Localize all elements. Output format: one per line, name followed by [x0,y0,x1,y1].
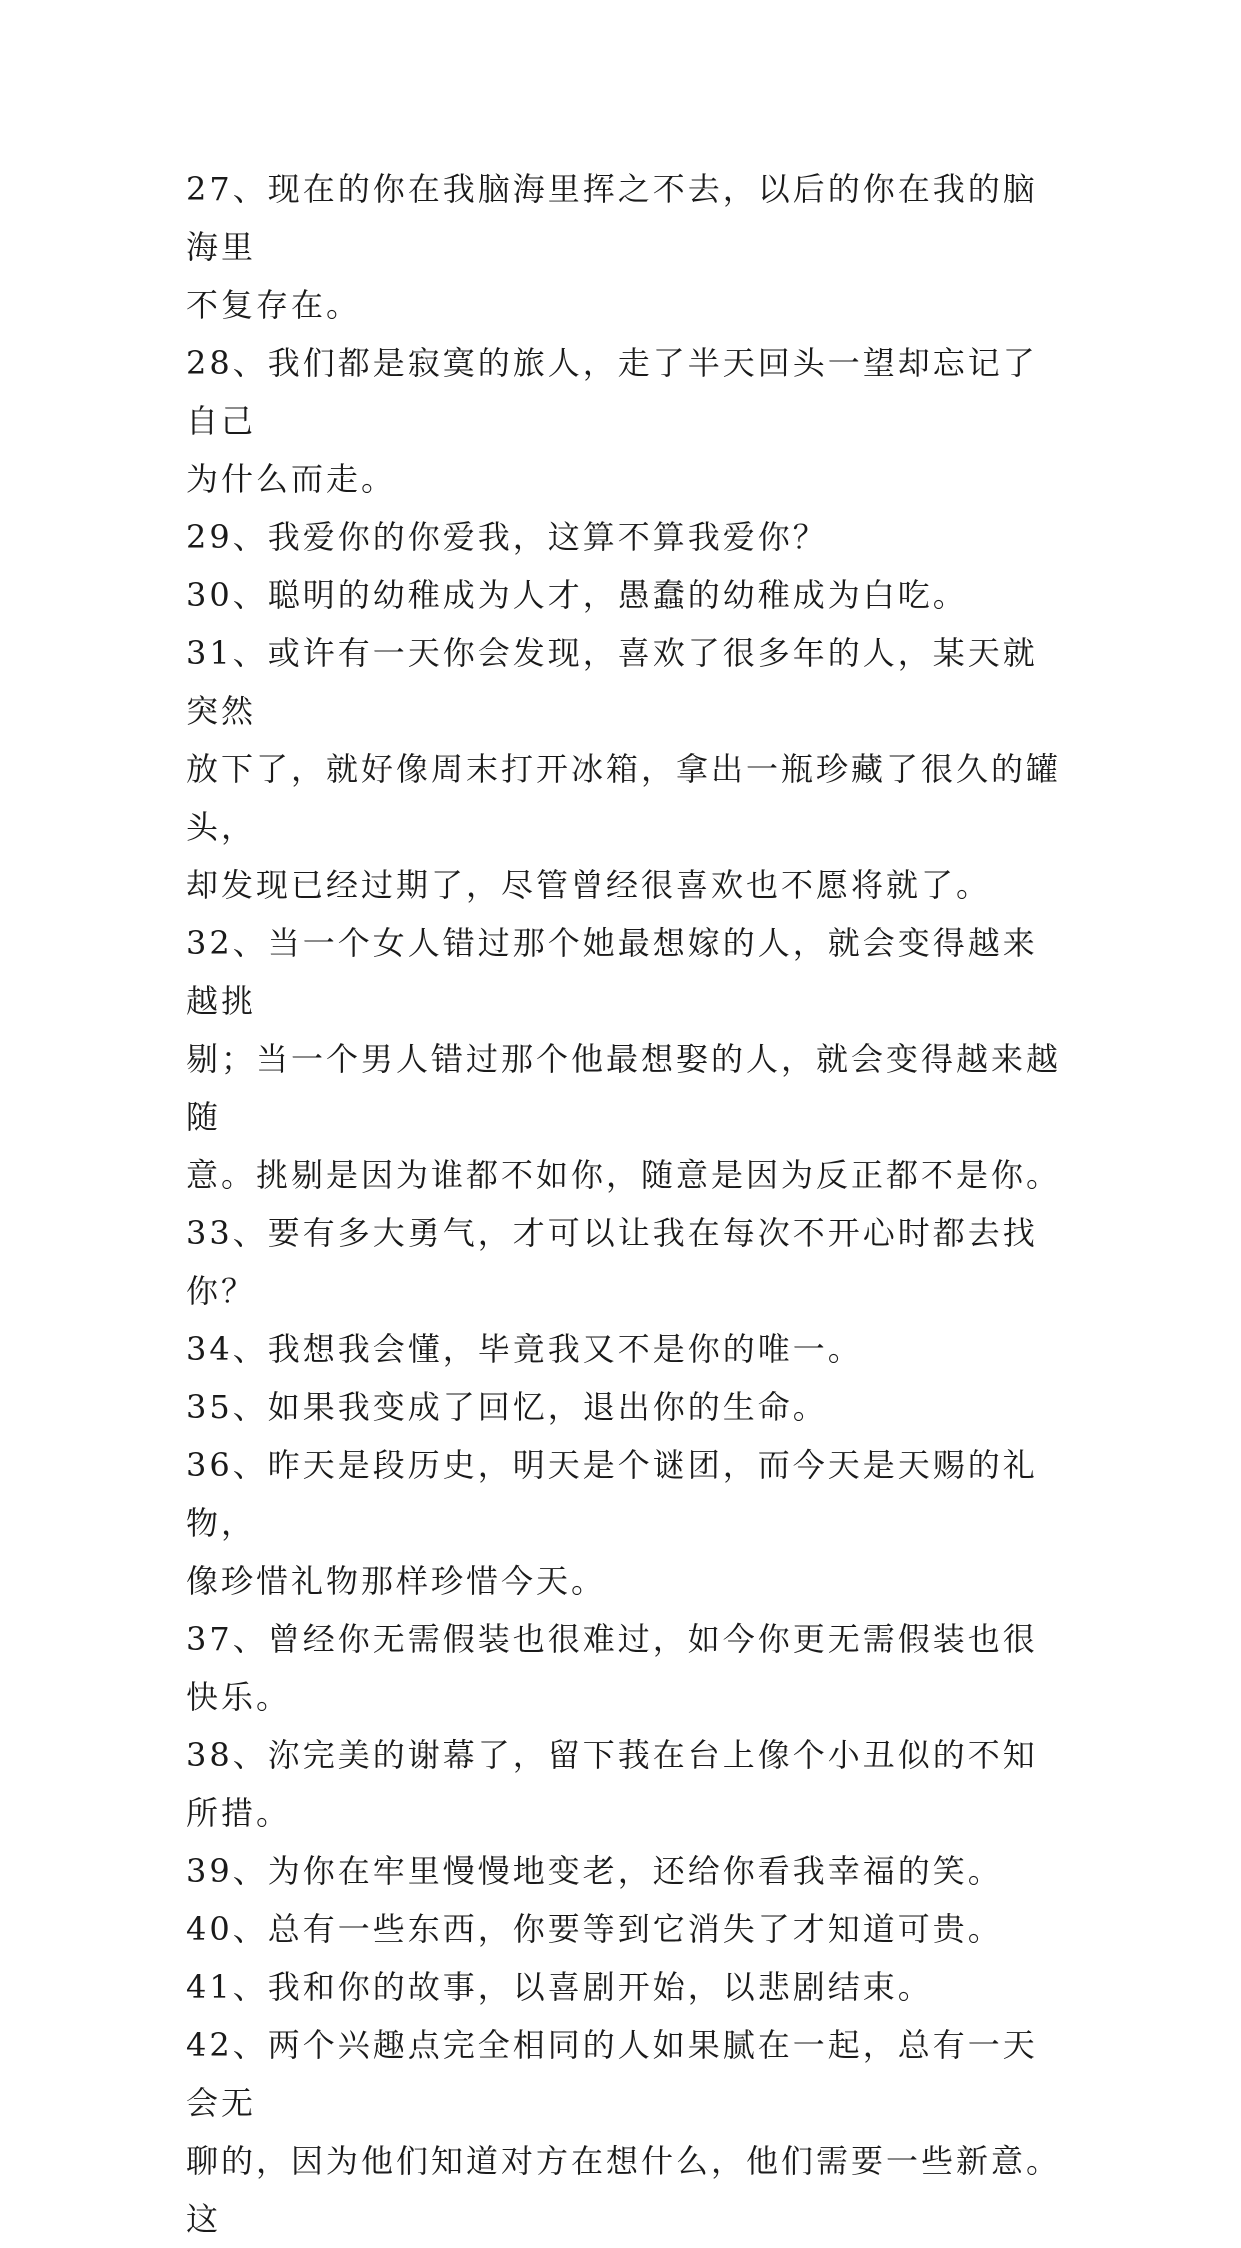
text-line: 29、我爱你的你爱我，这算不算我爱你？ [186,518,828,556]
text-line: 32、当一个女人错过那个她最想嫁的人，就会变得越来越挑 [186,924,1038,1020]
text-line: 为什么而走。 [186,460,397,498]
text-line: 聊的，因为他们知道对方在想什么，他们需要一些新意。这 [186,2142,1062,2238]
text-line: 31、或许有一天你会发现，喜欢了很多年的人，某天就突然 [186,634,1038,730]
text-line: 30、聪明的幼稚成为人才，愚蠢的幼稚成为白吃。 [186,576,968,614]
text-line: 35、如果我变成了回忆，退出你的生命。 [186,1388,828,1426]
text-line: 27、现在的你在我脑海里挥之不去，以后的你在我的脑海里 [186,170,1038,266]
text-line: 像珍惜礼物那样珍惜今天。 [186,1562,607,1600]
text-line: 40、总有一些东西，你要等到它消失了才知道可贵。 [186,1910,1003,1948]
text-line: 36、昨天是段历史，明天是个谜团，而今天是天赐的礼物， [186,1446,1038,1542]
text-line: 放下了，就好像周末打开冰箱，拿出一瓶珍藏了很久的罐头， [186,750,1062,846]
text-line: 37、曾经你无需假装也很难过，如今你更无需假装也很快乐。 [186,1620,1038,1716]
text-line: 28、我们都是寂寞的旅人，走了半天回头一望却忘记了自己 [186,344,1038,440]
text-line: 却发现已经过期了，尽管曾经很喜欢也不愿将就了。 [186,866,992,904]
text-line: 38、沵完美的谢幕了，留下莪在台上像个小丑似的不知所措。 [186,1736,1038,1832]
document-body [186,160,1066,2248]
text-line: 33、要有多大勇气，才可以让我在每次不开心时都去找你？ [186,1214,1038,1310]
text-line: 不复存在。 [186,286,362,324]
text-line: 剔；当一个男人错过那个他最想娶的人，就会变得越来越随 [186,1040,1062,1136]
text-line: 意。挑剔是因为谁都不如你，随意是因为反正都不是你。 [186,1156,1062,1194]
text-line: 41、我和你的故事，以喜剧开始，以悲剧结束。 [186,1968,933,2006]
text-line: 39、为你在牢里慢慢地变老，还给你看我幸福的笑。 [186,1852,1003,1890]
text-line: 42、两个兴趣点完全相同的人如果腻在一起，总有一天会无 [186,2026,1038,2122]
text-line: 34、我想我会懂，毕竟我又不是你的唯一。 [186,1330,863,1368]
